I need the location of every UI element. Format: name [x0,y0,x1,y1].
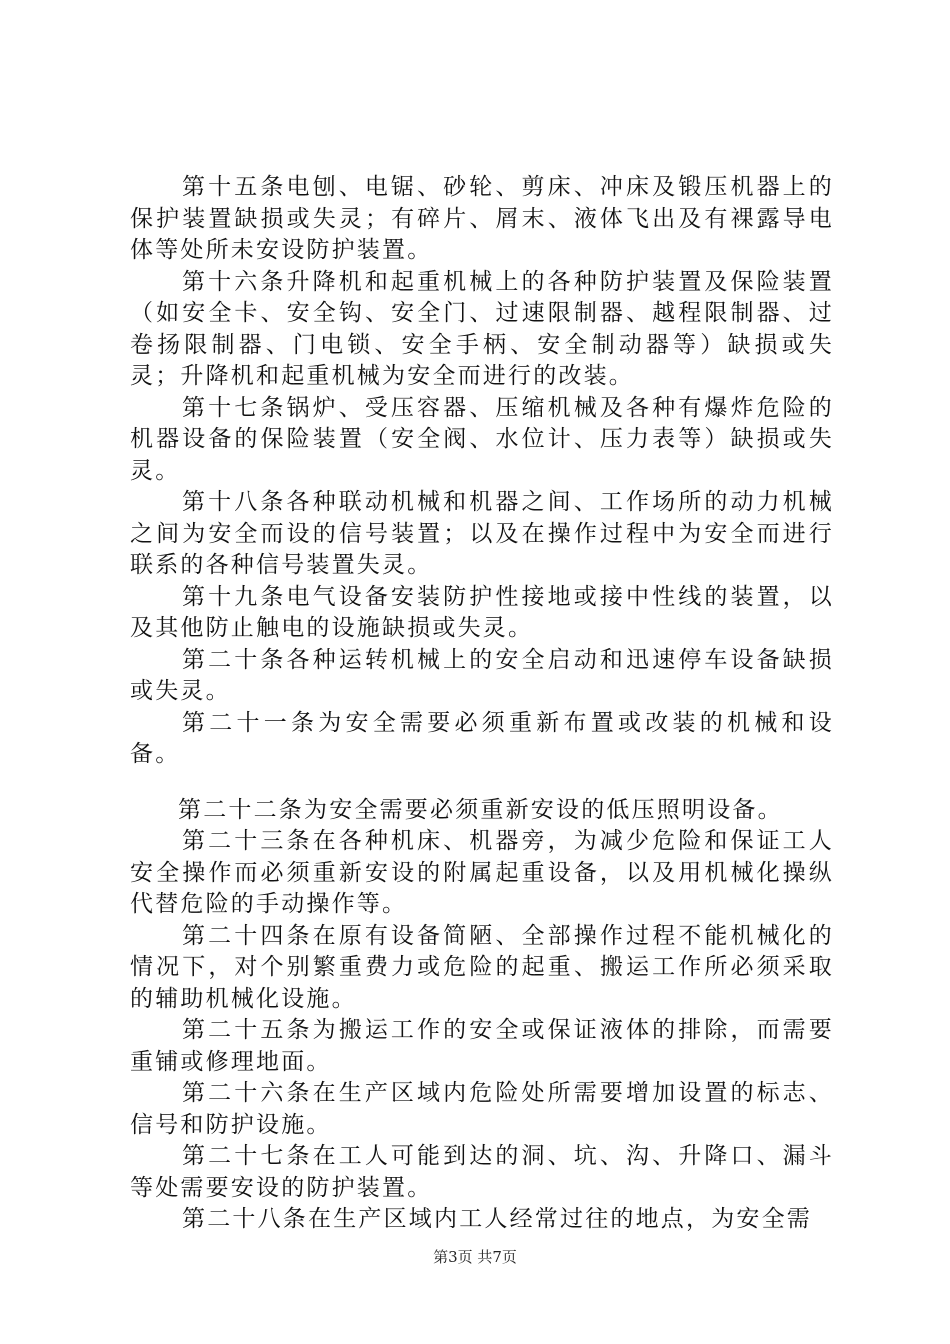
article-18: 第十八条各种联动机械和机器之间、工作场所的动力机械之间为安全而设的信号装置；以及在操作过程中为安全而进行联系的各种信号装置失灵。 [130,489,834,578]
article-19: 第十九条电气设备安装防护性接地或接中性线的装置，以及其他防止触电的设施缺损或失灵。 [130,583,834,641]
article-23: 第二十三条在各种机床、机器旁，为减少危险和保证工人安全操作而必须重新安设的附属起重设备，以及用机械化操纵代替危险的手动操作等。 [130,828,834,917]
article-16: 第十六条升降机和起重机械上的各种防护装置及保险装置（如安全卡、安全钩、安全门、过速限制器、越程限制器、过卷扬限制器、门电锁、安全手柄、安全制动器等）缺损或失灵；升降机和起重机械为安全而进行的改装。 [130,268,834,389]
article-26: 第二十六条在生产区域内危险处所需要增加设置的标志、信号和防护设施。 [130,1080,834,1138]
article-27: 第二十七条在工人可能到达的洞、坑、沟、升降口、漏斗等处需要安设的防护装置。 [130,1143,834,1201]
article-24: 第二十四条在原有设备简陋、全部操作过程不能机械化的情况下，对个别繁重费力或危险的起重、搬运工作所必须采取的辅助机械化设施。 [130,922,834,1012]
article-25: 第二十五条为搬运工作的安全或保证液体的排除，而需要重铺或修理地面。 [130,1017,834,1075]
article-28: 第二十八条在生产区域内工人经常过往的地点，为安全需 [182,1206,812,1232]
article-22: 第二十二条为安全需要必须重新安设的低压照明设备。 [178,796,783,823]
article-15: 第十五条电刨、电锯、砂轮、剪床、冲床及锻压机器上的保护装置缺损或失灵；有碎片、屑末、液体飞出及有裸露导电体等处所未安设防护装置。 [130,174,834,263]
document-body [130,172,834,1236]
article-21: 第二十一条为安全需要必须重新布置或改装的机械和设备。 [130,709,834,767]
page-footer: 第3页 共7页 [433,1248,517,1266]
article-17: 第十七条锅炉、受压容器、压缩机械及各种有爆炸危险的机器设备的保险装置（安全阀、水位计、压力表等）缺损或失灵。 [130,394,834,484]
paragraph-gap [130,771,834,795]
article-20: 第二十条各种运转机械上的安全启动和迅速停车设备缺损或失灵。 [130,646,834,704]
